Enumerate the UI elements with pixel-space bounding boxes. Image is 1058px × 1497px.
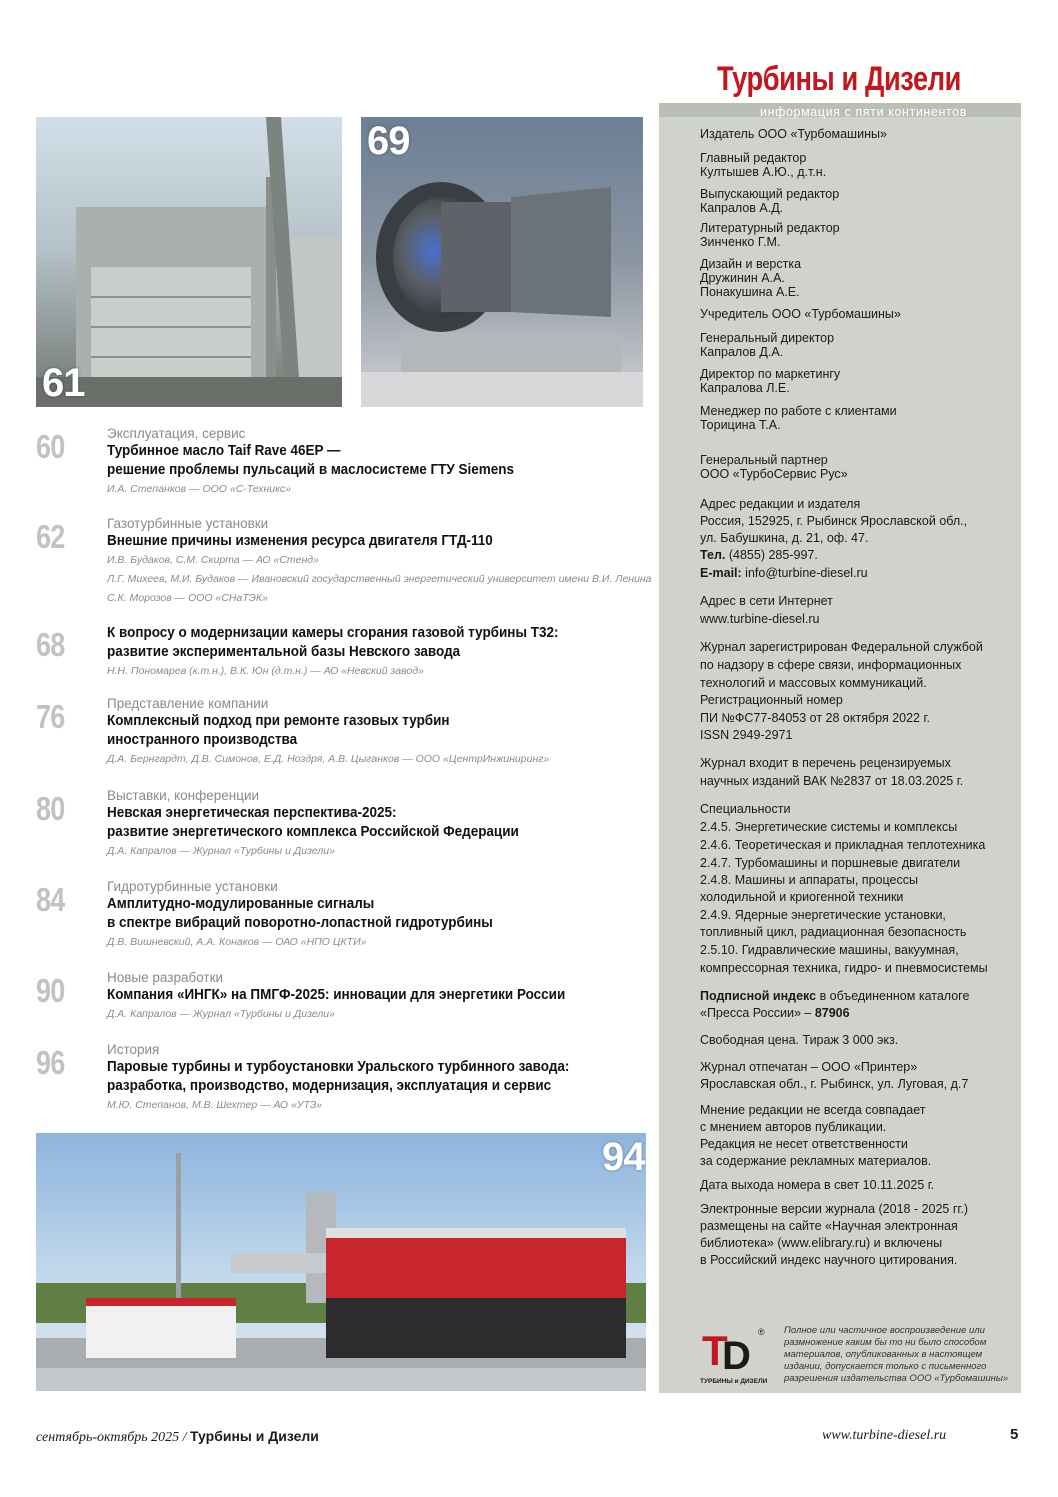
toc-author: М.Ю. Степанов, М.В. Шехтер — АО «УТЗ» <box>107 1099 323 1111</box>
marketing-director: Капралова Л.Е. <box>700 381 790 395</box>
vak-text: научных изданий ВАК №2837 от 18.03.2025 г. <box>700 774 964 788</box>
specialty: 2.4.6. Теоретическая и прикладная теплотехника <box>700 838 986 852</box>
toc-rubric: Гидротурбинные установки <box>107 879 278 894</box>
toc-author: Д.А. Бернгардт, Д.В. Симонов, Е.Д. Ноздря, А.В. Цыганков — ООО «ЦентрИнжиниринг» <box>107 753 550 765</box>
toc-page-number: 68 <box>36 626 65 663</box>
specialty: 2.4.7. Турбомашины и поршневые двигатели <box>700 856 961 870</box>
toc-title: Паровые турбины и турбоустановки Уральского турбинного завода: <box>107 1059 570 1075</box>
specialty: 2.4.8. Машины и аппараты, процессы <box>700 873 918 887</box>
partner: ООО «ТурбоСервис Рус» <box>700 467 848 481</box>
chief-editor-label: Главный редактор <box>700 151 807 165</box>
specialty: компрессорная техника, гидро- и пневмосистемы <box>700 961 988 975</box>
toc-rubric: Эксплуатация, сервис <box>107 426 246 441</box>
elibrary-text: в Российский индекс научного цитирования. <box>700 1253 958 1267</box>
magazine-logo-title: Турбины и Дизели <box>717 60 961 98</box>
general-director: Капралов Д.А. <box>700 345 784 359</box>
toc-title: разработка, производство, модернизация, эксплуатация и сервис <box>107 1078 552 1094</box>
toc-title: в спектре вибраций поворотно-лопастной гидротурбины <box>107 915 493 931</box>
footer-issue <box>36 1428 319 1446</box>
design-person: Дружинин А.А. <box>700 271 785 285</box>
founder: Учредитель ООО «Турбомашины» <box>700 307 901 321</box>
disclaimer: Редакция не несет ответственности <box>700 1137 908 1151</box>
toc-page-number: 80 <box>36 790 65 827</box>
specialty: 2.4.9. Ядерные энергетические установки, <box>700 908 946 922</box>
toc-title: решение проблемы пульсаций в маслосистеме ГТУ Siemens <box>107 462 515 478</box>
web-url[interactable]: www.turbine-diesel.ru <box>700 612 820 626</box>
toc-page-number: 84 <box>36 881 65 918</box>
svg-text:D: D <box>722 1334 751 1378</box>
footer-issue-date: сентябрь-октябрь 2025 / <box>36 1430 191 1445</box>
toc-title: развитие энергетического комплекса Российской Федерации <box>107 824 519 840</box>
registration-number-label: Регистрационный номер <box>700 693 843 707</box>
toc-title: Внешние причины изменения ресурса двигателя ГТД-110 <box>107 533 493 549</box>
email-label: E-mail: <box>700 566 742 580</box>
page-number: 5 <box>1010 1426 1019 1443</box>
footer-magazine-name: Турбины и Дизели <box>190 1428 319 1444</box>
toc-rubric: История <box>107 1042 160 1057</box>
specialties-label: Специальности <box>700 802 791 816</box>
phone-value: (4855) 285-997. <box>725 548 818 562</box>
disclaimer: с мнением авторов публикации. <box>700 1120 887 1134</box>
email <box>700 566 868 580</box>
address-line: Россия, 152925, г. Рыбинск Ярославской обл., <box>700 514 968 528</box>
registration-number: ПИ №ФС77-84053 от 28 октября 2022 г. <box>700 711 930 725</box>
specialty: 2.4.5. Энергетические системы и комплексы <box>700 820 958 834</box>
design-label: Дизайн и верстка <box>700 257 802 271</box>
registration-text: технологий и массовых коммуникаций. <box>700 676 927 690</box>
disclaimer: за содержание рекламных материалов. <box>700 1154 932 1168</box>
subscription <box>700 989 969 1003</box>
literary-editor-label: Литературный редактор <box>700 221 840 235</box>
client-manager: Торицина Т.А. <box>700 418 781 432</box>
managing-editor: Капралов А.Д. <box>700 201 784 215</box>
subscription <box>700 1006 850 1020</box>
subscription-index: 87906 <box>814 1006 850 1020</box>
issn: ISSN 2949-2971 <box>700 728 793 742</box>
disclaimer: Мнение редакции не всегда совпадает <box>700 1103 926 1117</box>
address-label: Адрес редакции и издателя <box>700 497 861 511</box>
subscription-text: в объединенном каталоге <box>816 989 970 1003</box>
vak-text: Журнал входит в перечень рецензируемых <box>700 756 951 770</box>
imprint-panel <box>659 103 1021 1393</box>
registration-text: Журнал зарегистрирован Федеральной службой <box>700 640 983 654</box>
toc-title: Невская энергетическая перспектива-2025: <box>107 805 397 821</box>
photo-94-illustration <box>36 1133 646 1391</box>
photo-gas-turbine-plant <box>36 117 342 407</box>
toc-page-number: 76 <box>36 698 65 735</box>
publisher: Издатель ООО «Турбомашины» <box>700 127 887 141</box>
phone-label: Тел. <box>700 548 726 562</box>
toc-author: Л.Г. Михеев, М.И. Будаков — Ивановский государственный энергетический университет имени В.И. Ленина <box>107 573 652 585</box>
toc-author: Д.А. Капралов — Журнал «Турбины и Дизели» <box>107 845 335 857</box>
photo-page-number: 94 <box>602 1135 645 1179</box>
copyright-notice <box>784 1325 1020 1385</box>
email-value[interactable]: info@turbine-diesel.ru <box>741 566 868 580</box>
toc-title: иностранного производства <box>107 732 298 748</box>
toc-author: Н.Н. Пономарев (к.т.н.), В.К. Юн (д.т.н.) — АО «Невский завод» <box>107 665 424 677</box>
toc-title: Комплексный подход при ремонте газовых турбин <box>107 713 450 729</box>
svg-text:®: ® <box>758 1327 765 1337</box>
copyright-line: издании, допускается только с письменного <box>784 1361 987 1372</box>
copyright-line: размножение каким бы то ни было способом <box>784 1337 987 1348</box>
copyright-line: материалов, опубликованных в настоящем <box>784 1349 983 1360</box>
toc-title: развитие экспериментальной базы Невского завода <box>107 644 461 660</box>
copyright-line: Полное или частичное воспроизведение или <box>784 1325 985 1336</box>
td-logo-caption: ТУРБИНЫ и ДИЗЕЛИ <box>700 1378 768 1385</box>
elibrary-text: размещены на сайте «Научная электронная <box>700 1219 958 1233</box>
marketing-label: Директор по маркетингу <box>700 367 841 381</box>
td-logo-icon <box>700 1323 768 1385</box>
toc-rubric: Выставки, конференции <box>107 788 260 803</box>
footer-url[interactable]: www.turbine-diesel.ru <box>822 1428 947 1443</box>
toc-title: Амплитудно-модулированные сигналы <box>107 896 375 912</box>
partner-label: Генеральный партнер <box>700 453 828 467</box>
toc-author: Д.В. Вишневский, А.А. Конаков — ОАО «НПО ЦКТИ» <box>107 936 367 948</box>
managing-editor-label: Выпускающий редактор <box>700 187 840 201</box>
magazine-tagline: информация с пяти континентов <box>760 105 967 119</box>
toc-rubric: Газотурбинные установки <box>107 516 269 531</box>
photo-turbine-exhibit <box>361 117 643 407</box>
general-director-label: Генеральный директор <box>700 331 835 345</box>
toc-title: Турбинное масло Taif Rave 46EP — <box>107 443 341 459</box>
copyright-line: разрешения издательства ООО «Турбомашины» <box>784 1373 1009 1384</box>
toc-page-number: 90 <box>36 972 65 1009</box>
specialty: холодильной и криогенной техники <box>700 890 904 904</box>
td-logo-mark <box>700 1323 768 1385</box>
subscription-catalog: «Пресса России» – <box>700 1006 815 1020</box>
printer: Журнал отпечатан – ООО «Принтер» <box>700 1060 918 1074</box>
toc-title: К вопросу о модернизации камеры сгорания газовой турбины Т32: <box>107 625 559 641</box>
toc-page-number: 96 <box>36 1044 65 1081</box>
price-circulation: Свободная цена. Тираж 3 000 экз. <box>700 1033 899 1047</box>
phone <box>700 548 818 562</box>
elibrary-text: Электронные версии журнала (2018 - 2025 гг.) <box>700 1202 969 1216</box>
photo-page-number: 69 <box>367 119 410 163</box>
toc-title: Компания «ИНГК» на ПМГФ-2025: инновации для энергетики России <box>107 987 566 1003</box>
photo-page-number: 61 <box>42 361 85 405</box>
release-date: Дата выхода номера в свет 10.11.2025 г. <box>700 1178 935 1192</box>
toc-author: И.А. Степанков — ООО «С-Техникс» <box>107 483 292 495</box>
chief-editor: Култышев А.Ю., д.т.н. <box>700 165 827 179</box>
toc-page-number: 60 <box>36 428 65 465</box>
toc-rubric: Представление компании <box>107 696 269 711</box>
toc-author: С.К. Морозов — ООО «СНаТЭК» <box>107 592 268 604</box>
elibrary-text: библиотека» (www.elibrary.ru) и включены <box>700 1236 943 1250</box>
printer: Ярославская обл., г. Рыбинск, ул. Луговая, д.7 <box>700 1077 969 1091</box>
web-label: Адрес в сети Интернет <box>700 594 833 608</box>
svg-text:T: T <box>702 1327 728 1374</box>
registration-text: по надзору в сфере связи, информационных <box>700 658 962 672</box>
literary-editor: Зинченко Г.М. <box>700 235 781 249</box>
toc-author: Д.А. Капралов — Журнал «Турбины и Дизели» <box>107 1008 335 1020</box>
toc-rubric: Новые разработки <box>107 970 224 985</box>
client-manager-label: Менеджер по работе с клиентами <box>700 404 897 418</box>
toc-author: И.В. Будаков, С.М. Скирта — АО «Стенд» <box>107 554 319 566</box>
address-line: ул. Бабушкина, д. 21, оф. 47. <box>700 531 869 545</box>
toc-page-number: 62 <box>36 518 65 555</box>
photo-power-unit <box>36 1133 646 1391</box>
specialty: топливный цикл, радиационная безопасность <box>700 925 967 939</box>
subscription-label: Подписной индекс <box>700 989 817 1003</box>
design-person: Понакушина А.Е. <box>700 285 800 299</box>
specialty: 2.5.10. Гидравлические машины, вакуумная, <box>700 943 959 957</box>
